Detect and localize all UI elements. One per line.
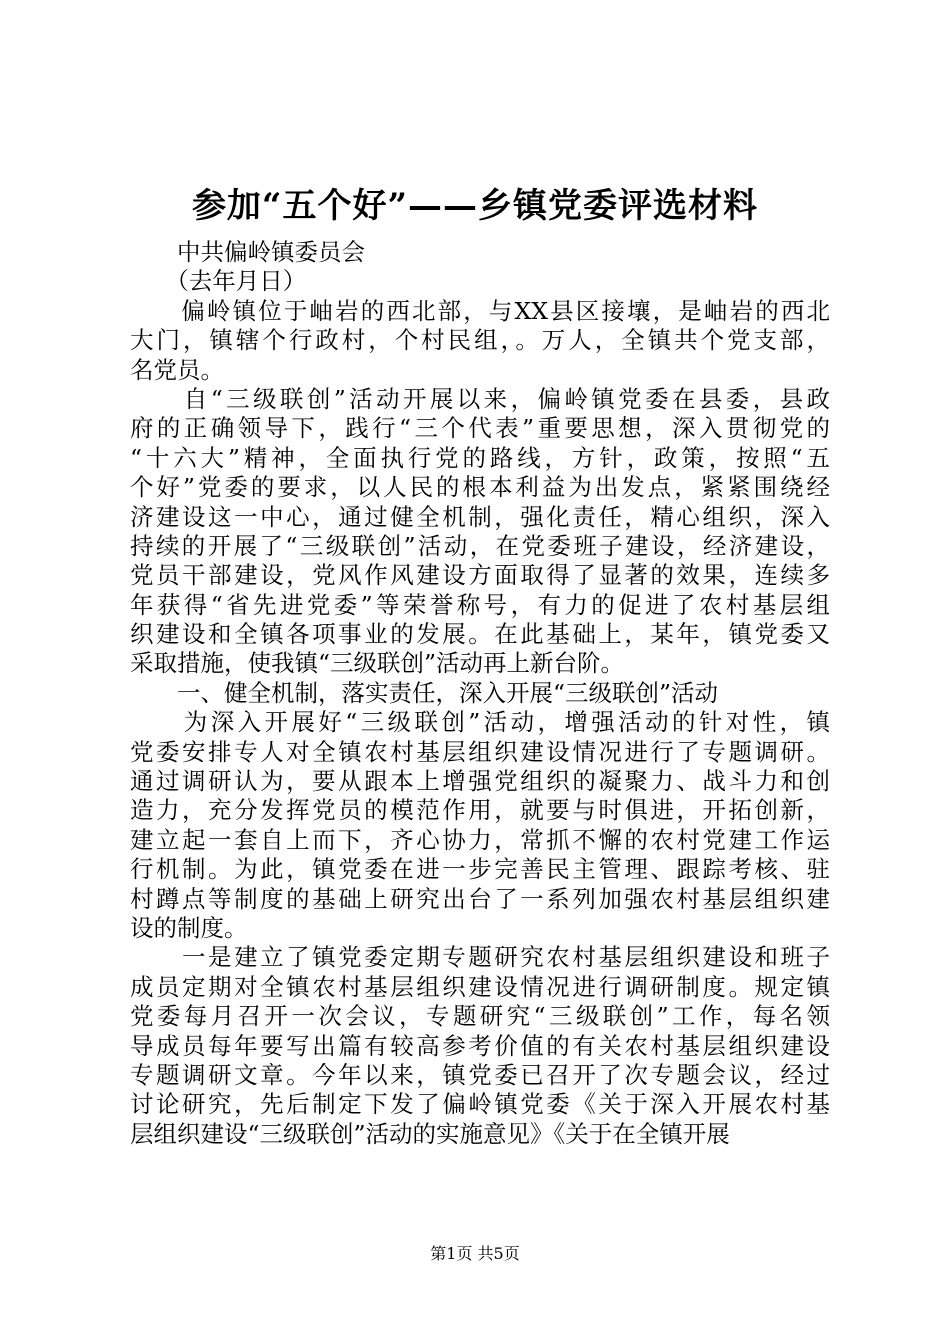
body-line: 一是建立了镇党委定期专题研究农村基层组织建设和班子 — [130, 943, 830, 972]
body-line: 层组织建设“三级联创”活动的实施意见》《关于在全镇开展 — [130, 1119, 730, 1148]
body-line: 设的制度。 — [130, 913, 248, 942]
body-line: 行机制。为此，镇党委在进一步完善民主管理、跟踪考核、驻 — [130, 855, 830, 884]
body-line: 造力，充分发挥党员的模范作用，就要与时俱进，开拓创新， — [130, 796, 830, 825]
body-line: 村蹲点等制度的基础上研究出台了一系列加强农村基层组织建 — [130, 884, 830, 913]
body-line: 成员定期对全镇农村基层组织建设情况进行调研制度。规定镇 — [130, 972, 830, 1001]
body-line: 织建设和全镇各项事业的发展。在此基础上，某年，镇党委又 — [130, 620, 830, 649]
body-line: 讨论研究，先后制定下发了偏岭镇党委《关于深入开展农村基 — [130, 1090, 830, 1119]
document-title: 参加“五个好”——乡镇党委评选材料 — [191, 186, 759, 226]
body-line: 大门，镇辖个行政村，个村民组，。万人，全镇共个党支部， — [130, 326, 830, 355]
body-line: （去年月日） — [130, 267, 307, 296]
body-line: 党委安排专人对全镇农村基层组织建设情况进行了专题调研。 — [130, 737, 830, 766]
body-line: 个好”党委的要求，以人民的根本利益为出发点，紧紧围绕经 — [130, 473, 830, 502]
page-footer: 第1页 共5页 — [430, 1244, 520, 1263]
body-line: “十六大”精神，全面执行党的路线，方针，政策，按照“五 — [130, 443, 830, 472]
body-line: 导成员每年要写出篇有较高参考价值的有关农村基层组织建设 — [130, 1031, 830, 1060]
body-line: 年获得“省先进党委”等荣誉称号，有力的促进了农村基层组 — [130, 590, 830, 619]
body-line: 为深入开展好“三级联创”活动，增强活动的针对性，镇 — [130, 708, 830, 737]
body-line: 通过调研认为，要从跟本上增强党组织的凝聚力、战斗力和创 — [130, 767, 830, 796]
document-body — [130, 238, 830, 1149]
body-line: 自“三级联创”活动开展以来，偏岭镇党委在县委，县政 — [130, 384, 830, 413]
body-line: 建立起一套自上而下，齐心协力，常抓不懈的农村党建工作运 — [130, 825, 830, 854]
body-line: 持续的开展了“三级联创”活动，在党委班子建设，经济建设， — [130, 531, 830, 560]
body-line: 名党员。 — [130, 355, 224, 384]
body-line: 偏岭镇位于岫岩的西北部，与XX县区接壤，是岫岩的西北 — [130, 296, 830, 325]
body-line: 府的正确领导下，践行“三个代表”重要思想，深入贯彻党的 — [130, 414, 830, 443]
body-line: 中共偏岭镇委员会 — [130, 238, 365, 266]
body-line: 一、健全机制，落实责任，深入开展“三级联创”活动 — [130, 678, 719, 707]
body-line: 采取措施，使我镇“三级联创”活动再上新台阶。 — [130, 649, 625, 678]
body-line: 专题调研文章。今年以来，镇党委已召开了次专题会议，经过 — [130, 1060, 830, 1089]
body-line: 党员干部建设，党风作风建设方面取得了显著的效果，连续多 — [130, 561, 830, 590]
body-line: 党委每月召开一次会议，专题研究“三级联创”工作，每名领 — [130, 1002, 830, 1031]
body-line: 济建设这一中心，通过健全机制，强化责任，精心组织，深入 — [130, 502, 830, 531]
